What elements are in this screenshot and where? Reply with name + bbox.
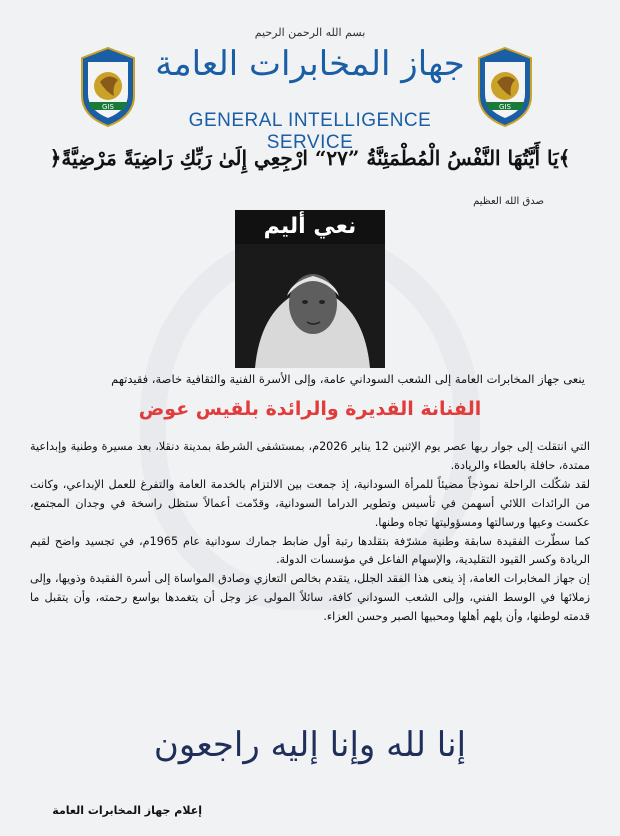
arabic-org-title: جهاز المخابرات العامة (155, 44, 465, 84)
portrait-photo (235, 244, 385, 368)
intro-line: ينعى جهاز المخابرات العامة إلى الشعب السوداني عامة، وإلى الأسرة الفنية والثقافية خاصة، فقيدتهم (111, 372, 585, 386)
deceased-name: الفنانة القديرة والرائدة بلقيس عوض (138, 398, 482, 420)
quran-verse: ﴿يَا أَيَّتُهَا النَّفْسُ الْمُطْمَئِنَّةُ ”٢٧“ ارْجِعِي إِلَىٰ رَبِّكِ رَاضِيَةً مَرْضِيَّةً﴾ (49, 146, 571, 170)
closing-calligraphy: إنا لله وإنا إليه راجعون (153, 725, 467, 765)
logo-text-left: GIS (102, 103, 114, 111)
bismillah: بسم الله الرحمن الرحيم (254, 26, 366, 39)
paragraph-2: لقد شكّلت الراحلة نموذجاً مضيئاً للمرأة السودانية، إذ جمعت بين الالتزام بالخدمة العامة والتفرغ للعمل الإبداعي، وكانت من الرائدات اللائي أسهمن في تأسيس وتطوير الدراما السودانية، وقدّمت أعمالاً ستظل راسخة في وجدان المجتمع، عكست وعيها ورسالتها ومسؤوليتها تجاه وطنها. (30, 477, 590, 529)
gis-logo-left (78, 46, 138, 128)
footer-credit: إعلام جهاز المخابرات العامة (52, 804, 202, 817)
obituary-label: نعي أليم (263, 214, 357, 239)
logo-text-right: GIS (499, 103, 511, 111)
paragraph-1: التي انتقلت إلى جوار ربها عصر يوم الإثنين 12 يناير 2026م، بمستشفى الشرطة بمدينة دنقلا، بعد مسيرة وطنية وإبداعية ممتدة، حافلة بالعطاء والريادة. (30, 440, 591, 472)
english-org-title: GENERAL INTELLIGENCE SERVICE (188, 110, 432, 153)
gis-logo-right (475, 46, 535, 128)
obituary-body (30, 438, 590, 627)
paragraph-4: إن جهاز المخابرات العامة، إذ ينعى هذا الفقد الجلل، يتقدم بخالص التعازي وصادق المواساة إلى أسرة الفقيدة وذويها، وإلى زملائها في الوسط الفني، وإلى الشعب السوداني كافة، سائلاً المولى عز وجل أن يتغمدها بواسع رحمته، وأن يتقبل ما قدمته لوطنها، وأن يلهم أهلها ومحبيها الصبر وحسن العزاء. (30, 572, 590, 624)
paragraph-3: كما سطّرت الفقيدة سابقة وطنية مشرّفة بتقلدها رتبة أول ضابط جمارك سودانية عام 1965م، في تجسيد واضح لقيم الريادة وكسر القيود التقليدية، والإسهام الفاعل في مؤسسات الدولة. (30, 534, 590, 567)
obituary-photo-frame (235, 210, 385, 368)
sadaq-text: صدق الله العظيم (473, 196, 544, 207)
